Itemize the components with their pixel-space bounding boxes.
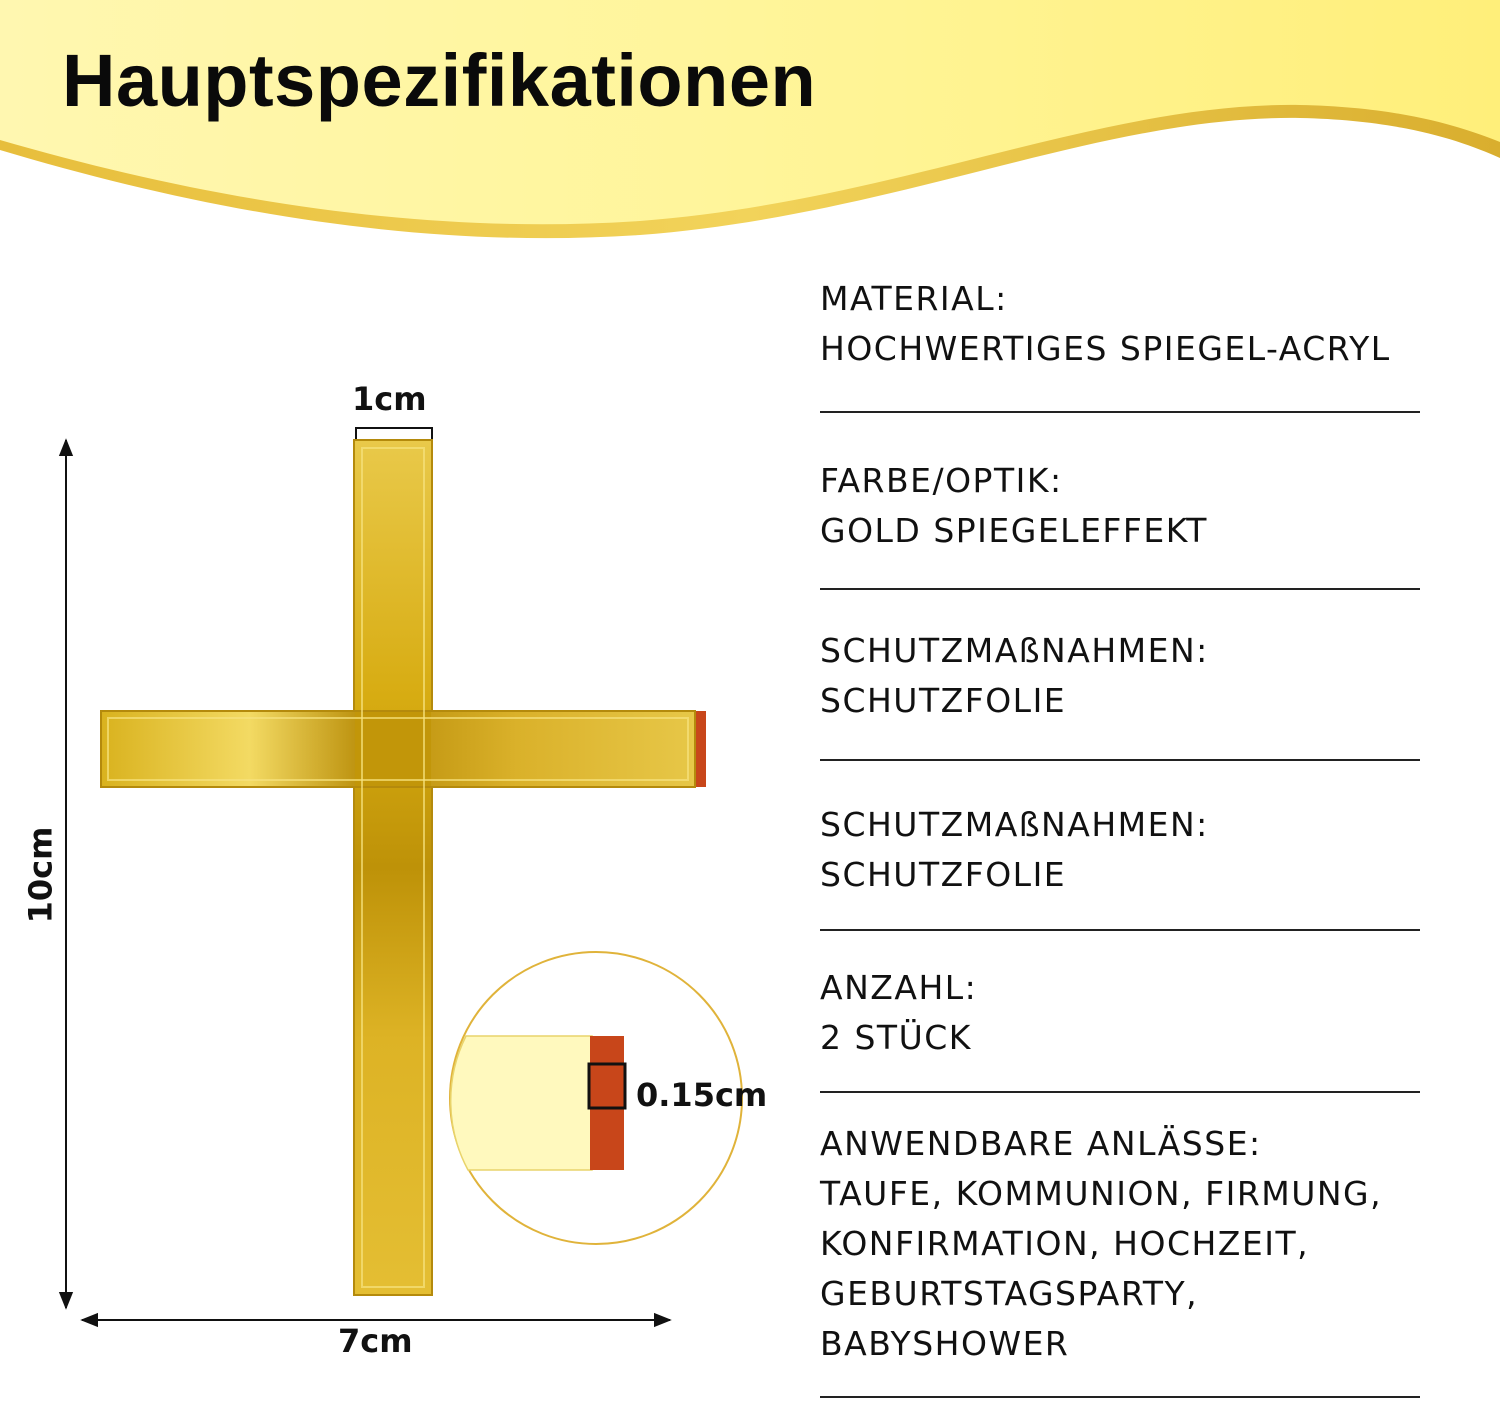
spec-divider	[820, 1091, 1420, 1093]
spec-quantity	[820, 963, 1420, 1063]
spec-occasions	[820, 1119, 1420, 1369]
spec-protection	[820, 626, 1420, 726]
spec-divider	[820, 929, 1420, 931]
spec-color	[820, 456, 1420, 556]
spec-material	[820, 274, 1420, 374]
spec-label: ANWENDBARE ANLÄSSE:	[820, 1124, 1262, 1163]
spec-value-line: KONFIRMATION, HOCHZEIT,	[820, 1224, 1310, 1263]
spec-value-line: GEBURTSTAGSPARTY,	[820, 1274, 1199, 1313]
spec-value-line: TAUFE, KOMMUNION, FIRMUNG,	[820, 1174, 1383, 1213]
spec-value	[820, 1169, 1420, 1369]
spec-protection-2	[820, 800, 1420, 900]
spec-value-line: HOCHWERTIGES SPIEGEL-ACRYL	[820, 329, 1391, 368]
spec-value	[820, 324, 1420, 374]
spec-value-line: GOLD SPIEGELEFFEKT	[820, 511, 1208, 550]
spec-divider	[820, 588, 1420, 590]
spec-value	[820, 506, 1420, 556]
spec-value	[820, 850, 1420, 900]
cross-vertical-beam	[354, 440, 432, 1295]
spec-value-line: BABYSHOWER	[820, 1324, 1070, 1363]
spec-label: FARBE/OPTIK:	[820, 461, 1063, 500]
spec-value	[820, 1013, 1420, 1063]
spec-label: SCHUTZMAßNAHMEN:	[820, 805, 1209, 844]
thickness-label: 0.15cm	[636, 1076, 768, 1114]
detail-edge	[590, 1036, 624, 1170]
spec-divider	[820, 411, 1420, 413]
cross-center	[355, 712, 431, 786]
spec-label: SCHUTZMAßNAHMEN:	[820, 631, 1209, 670]
spec-divider	[820, 1396, 1420, 1398]
spec-value-line: 2 STÜCK	[820, 1018, 972, 1057]
spec-value-line: SCHUTZFOLIE	[820, 855, 1067, 894]
page-title: Hauptspezifikationen	[62, 39, 817, 122]
width-bracket	[356, 428, 432, 440]
spec-value-line: SCHUTZFOLIE	[820, 681, 1067, 720]
spec-value	[820, 676, 1420, 726]
spec-label: MATERIAL:	[820, 279, 1008, 318]
span-label: 7cm	[338, 1322, 413, 1360]
cross-edge-side	[696, 711, 706, 787]
width-label: 1cm	[352, 380, 427, 418]
detail-acrylic-face	[451, 1036, 592, 1170]
spec-label: ANZAHL:	[820, 968, 978, 1007]
height-label: 10cm	[21, 826, 60, 924]
spec-divider	[820, 759, 1420, 761]
